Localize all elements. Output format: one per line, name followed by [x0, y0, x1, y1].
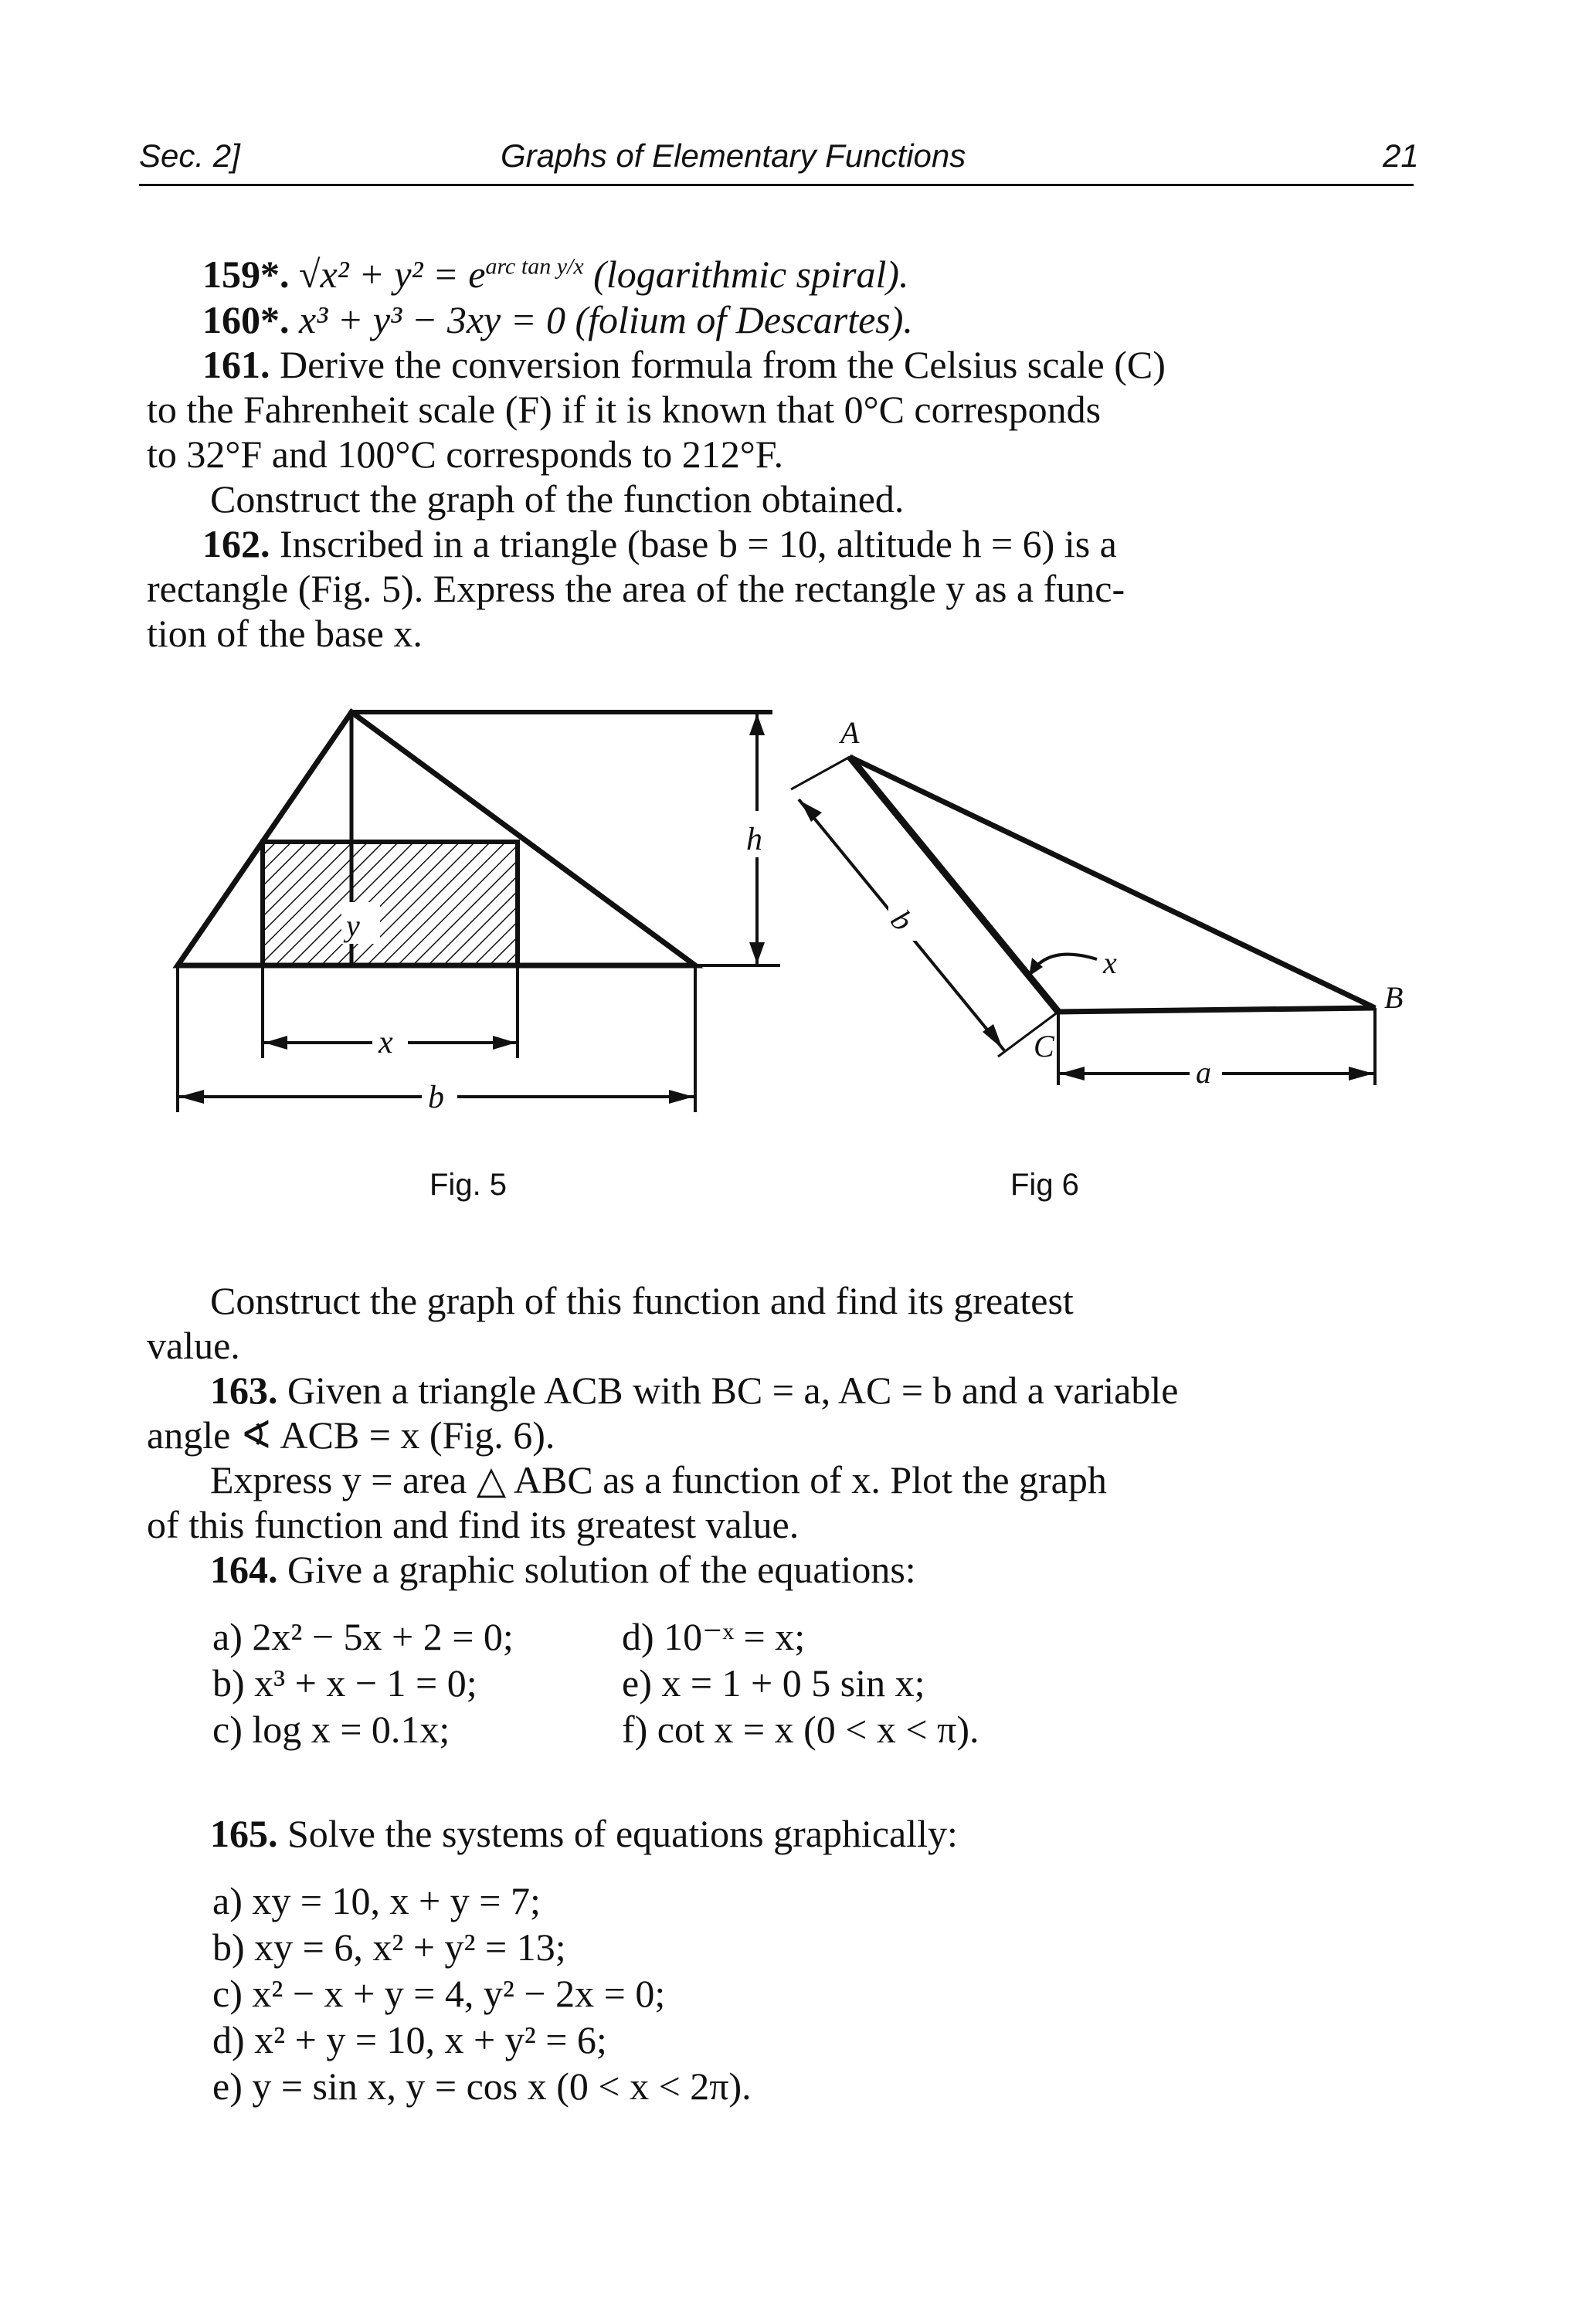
- fig6-label-b: b: [884, 903, 921, 938]
- equation-b: b) x³ + x − 1 = 0;: [212, 1661, 477, 1705]
- problem-163-follow-1: Express y = area △ ABC as a function of x. Plot the graph: [210, 1458, 1107, 1501]
- problem-number: 161.: [202, 343, 270, 386]
- fig6-label-x: x: [1103, 945, 1117, 980]
- page-number: 21: [1383, 137, 1419, 174]
- problem-161-line-2: to the Fahrenheit scale (F) if it is known that 0°C corresponds: [147, 388, 1102, 431]
- text-line: Derive the conversion formula from the Celsius scale (C): [280, 343, 1166, 386]
- equation-e: e) x = 1 + 0 5 sin x;: [622, 1661, 925, 1705]
- problem-number: 159*.: [202, 253, 290, 296]
- system-c: c) x² − x + y = 4, y² − 2x = 0;: [212, 1972, 666, 2015]
- problem-161-follow: Construct the graph of the function obtained.: [210, 477, 905, 521]
- fig6-label-B: B: [1384, 980, 1404, 1015]
- problem-161-line-1: [202, 342, 1166, 387]
- equation-f: f) cot x = x (0 < x < π).: [622, 1708, 979, 1751]
- problem-number: 164.: [210, 1548, 278, 1591]
- problem-163-line-2: angle ∢ ACB = x (Fig. 6).: [147, 1413, 555, 1457]
- system-b: b) xy = 6, x² + y² = 13;: [212, 1925, 566, 1969]
- formula-exponent: arc tan y/x: [485, 253, 584, 280]
- fig6-label-C: C: [1034, 1029, 1054, 1064]
- problem-159: [202, 252, 909, 297]
- problem-162-line-3: tion of the base x.: [147, 612, 423, 655]
- header-rule: [139, 184, 1414, 186]
- problem-160: [202, 297, 913, 342]
- equation-c: c) log x = 0.1x;: [212, 1708, 450, 1751]
- problem-number: 163.: [210, 1369, 278, 1412]
- formula: x³ + y³ − 3xy = 0: [299, 298, 565, 341]
- problem-number: 165.: [210, 1812, 278, 1855]
- formula: √x² + y² = e: [299, 253, 486, 296]
- problem-number: 162.: [202, 522, 270, 565]
- fig5-caption: Fig. 5: [429, 1168, 508, 1202]
- formula-note: (logarithmic spiral).: [593, 253, 909, 296]
- equation-d: d) 10⁻ˣ = x;: [622, 1615, 806, 1658]
- fig6-label-A: A: [840, 715, 860, 750]
- fig6-label-a: a: [1196, 1055, 1211, 1090]
- problem-163-line-1: [210, 1368, 1178, 1413]
- problem-162-continuation-2: value.: [147, 1324, 240, 1367]
- system-e: e) y = sin x, y = cos x (0 < x < 2π).: [212, 2064, 752, 2108]
- running-head-title: Graphs of Elementary Functions: [501, 137, 966, 174]
- running-head-section: Sec. 2]: [139, 137, 240, 174]
- fig5-label-x: x: [379, 1025, 393, 1060]
- problem-164: [210, 1547, 916, 1592]
- equation-a: a) 2x² − 5x + 2 = 0;: [212, 1615, 514, 1658]
- problem-163-follow-2: of this function and find its greatest value.: [147, 1503, 799, 1546]
- problem-162-line-1: [202, 521, 1117, 566]
- problem-number: 160*.: [202, 298, 290, 341]
- problem-162-continuation-1: Construct the graph of this function and find its greatest: [210, 1279, 1074, 1322]
- fig5-rectangle: [263, 842, 518, 965]
- problem-165: [210, 1811, 958, 1856]
- system-d: d) x² + y = 10, x + y² = 6;: [212, 2018, 607, 2061]
- fig5-label-h: h: [746, 822, 762, 857]
- fig5-label-b: b: [428, 1080, 444, 1115]
- figure-6: [780, 695, 1429, 1128]
- formula-note: (folium of Descartes).: [575, 298, 913, 341]
- text-line: Solve the systems of equations graphically:: [287, 1812, 958, 1855]
- problem-161-line-3: to 32°F and 100°C corresponds to 212°F.: [147, 433, 784, 476]
- text-line: Give a graphic solution of the equations:: [287, 1548, 916, 1591]
- figure-5: [162, 695, 796, 1128]
- text-line: Inscribed in a triangle (base b = 10, altitude h = 6) is a: [280, 522, 1117, 565]
- fig6-caption: Fig 6: [1010, 1168, 1079, 1202]
- system-a: a) xy = 10, x + y = 7;: [212, 1879, 541, 1922]
- problem-162-line-2: rectangle (Fig. 5). Express the area of the rectangle y as a func-: [147, 567, 1125, 610]
- text-line: Given a triangle ACB with BC = a, AC = b and a variable: [287, 1369, 1179, 1412]
- fig5-label-y: y: [346, 908, 360, 943]
